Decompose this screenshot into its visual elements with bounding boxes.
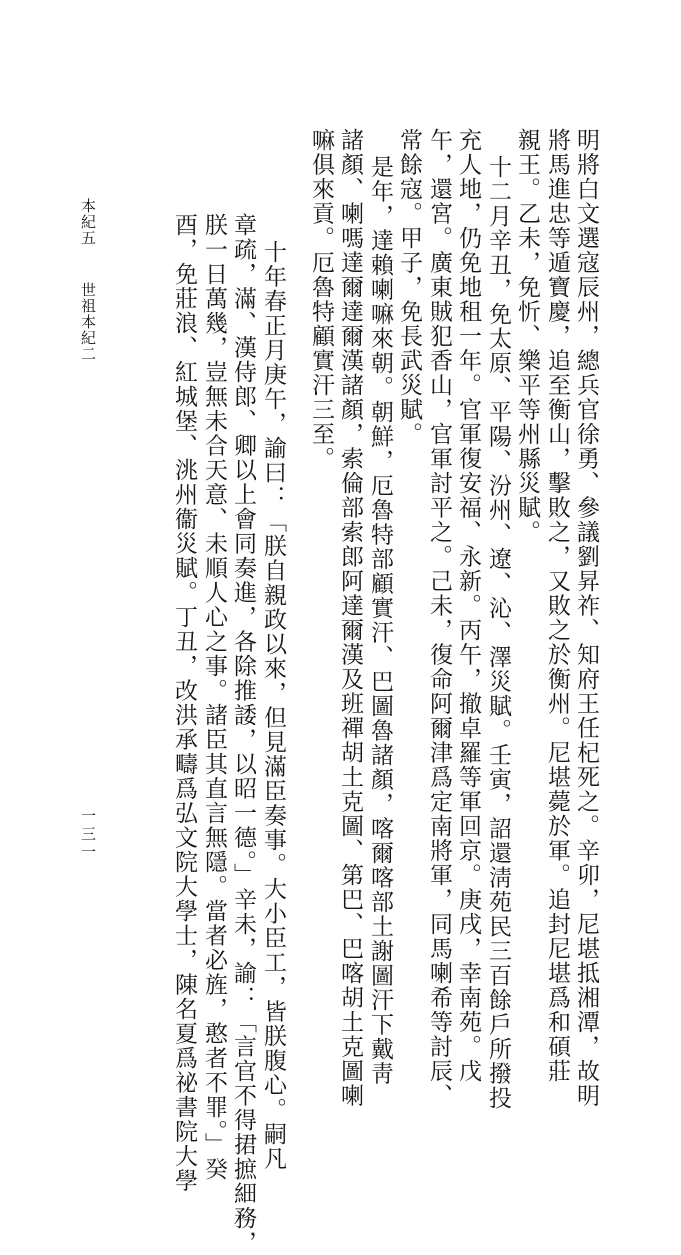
text-column-12: 章疏，滿、漢侍郎、卿以上會同奏進，各除推諉，以昭一德。」辛未，諭：「言官不得捃摭細務， (230, 213, 256, 1255)
text-column-14: 酉，免莊浪、紅城堡、洮州衞災賦。丁丑，改洪承疇爲弘文院大學士，陳名夏爲祕書院大學 (171, 213, 197, 1193)
text-column-11: 十年春正月庚午，諭曰：「朕自親政以來，但見滿臣奏事。大小臣工，皆朕腹心。嗣凡 (260, 240, 286, 1171)
running-head-chapter: 世祖本紀二 (79, 282, 97, 362)
text-column-6: 午，還宮。廣東賊犯香山，官軍討平之。己未，復命阿爾津爲定南將軍，同馬喇希等討辰、 (426, 128, 452, 1108)
text-column-4: 十二月辛丑，免太原、平陽、汾州、遼、沁、澤災賦。壬寅，詔還淸苑民三百餘戶所撥投 (485, 155, 511, 1111)
text-column-2: 將馬進忠等遁寶慶，追至衡山，擊敗之，又敗之於衡州。尼堪薨於軍。追封尼堪爲和碩莊 (544, 128, 570, 1084)
text-column-1: 明將白文選寇辰州，總兵官徐勇、參議劉昇祚、知府王任杞死之。辛卯，尼堪抵湘潭，故明 (573, 128, 599, 1108)
text-column-10: 嘛俱來貢。厄魯特顧實汗三至。 (308, 128, 334, 471)
running-head-section: 本紀五 (79, 198, 97, 246)
text-column-3: 親王。乙未，免忻、樂平等州縣災賦。 (514, 128, 540, 545)
text-column-13: 朕一日萬幾，豈無未合天意、未順人心之事。諸臣其直言無隱。當者必旌，憨者不罪。」癸 (201, 213, 227, 1182)
text-column-5: 充人地，仍免地租一年。官軍復安福、永新。丙午，撤卓羅等軍回京。庚戌，幸南苑。戊 (455, 128, 481, 1084)
text-column-8: 是年，達賴喇嘛來朝。朝鮮，厄魯特部顧實汗、巴圖魯諸顏，喀爾喀部土謝圖汗下戴靑 (367, 155, 393, 1086)
text-column-9: 諸顏、喇嗎達爾達爾漢諸顏，索倫部索郎阿達爾漢及班禪胡土克圖、第巴、巴喀胡土克圖喇 (337, 128, 363, 1108)
page-number: 一三一 (79, 808, 97, 862)
text-column-7: 常餘寇。甲子，免長武災賦。 (396, 128, 422, 447)
